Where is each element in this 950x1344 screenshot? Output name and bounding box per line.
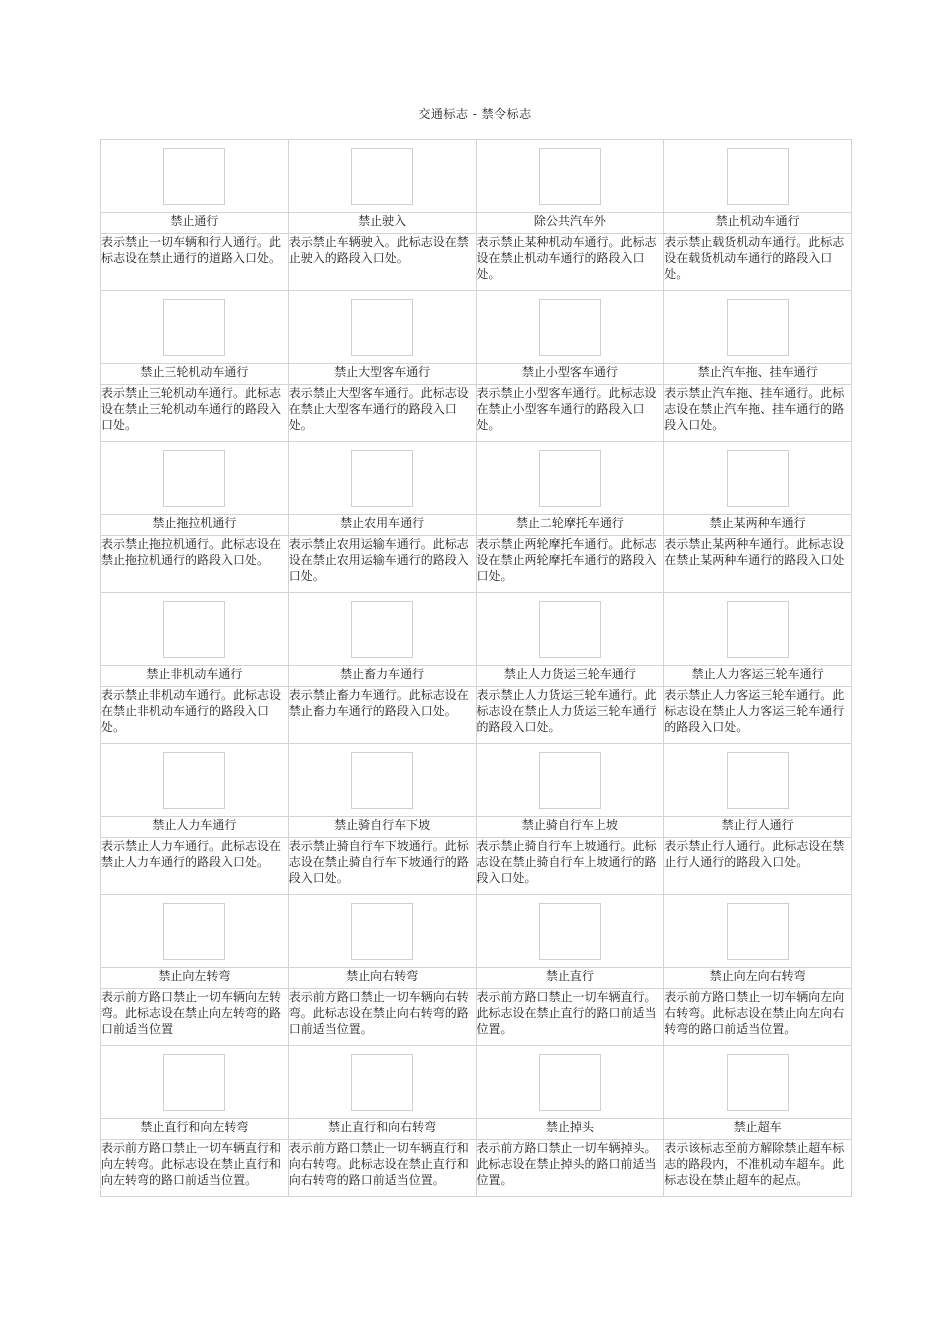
sign-image-cell bbox=[288, 140, 476, 213]
sign-description: 表示该标志至前方解除禁止超车标志的路段内，不准机动车超车。此标志设在禁止超车的起点。 bbox=[664, 1140, 852, 1197]
sign-image-placeholder bbox=[351, 752, 413, 809]
sign-description: 表示前方路口禁止一切车辆直行和向右转弯。此标志设在禁止直行和向右转弯的路口前适当位置。 bbox=[288, 1140, 476, 1197]
sign-image-cell bbox=[476, 1046, 664, 1119]
sign-image-cell bbox=[288, 744, 476, 817]
table-row bbox=[101, 1046, 852, 1119]
sign-description: 表示禁止车辆驶入。此标志设在禁止驶入的路段入口处。 bbox=[288, 234, 476, 291]
sign-image-placeholder bbox=[163, 1054, 225, 1111]
sign-image-placeholder bbox=[727, 1054, 789, 1111]
table-row bbox=[101, 838, 852, 895]
sign-image-placeholder bbox=[727, 450, 789, 507]
sign-description: 表示前方路口禁止一切车辆直行和向左转弯。此标志设在禁止直行和向左转弯的路口前适当位置。 bbox=[101, 1140, 289, 1197]
sign-image-cell bbox=[476, 593, 664, 666]
sign-image-cell bbox=[664, 895, 852, 968]
sign-image-placeholder bbox=[539, 450, 601, 507]
sign-name: 禁止大型客车通行 bbox=[288, 364, 476, 385]
sign-image-placeholder bbox=[727, 148, 789, 205]
table-row bbox=[101, 968, 852, 989]
sign-image-placeholder bbox=[163, 450, 225, 507]
sign-description: 表示禁止两轮摩托车通行。此标志设在禁止两轮摩托车通行的路段入口处。 bbox=[476, 536, 664, 593]
sign-image-placeholder bbox=[539, 1054, 601, 1111]
sign-description: 表示前方路口禁止一切车辆向左向右转弯。此标志设在禁止向左向右转弯的路口前适当位置。 bbox=[664, 989, 852, 1046]
sign-name: 禁止汽车拖、挂车通行 bbox=[664, 364, 852, 385]
sign-image-placeholder bbox=[163, 601, 225, 658]
sign-description: 表示禁止载货机动车通行。此标志设在载货机动车通行的路段入口处。 bbox=[664, 234, 852, 291]
sign-image-placeholder bbox=[351, 299, 413, 356]
sign-image-placeholder bbox=[727, 903, 789, 960]
sign-image-placeholder bbox=[727, 601, 789, 658]
sign-name: 禁止向左向右转弯 bbox=[664, 968, 852, 989]
sign-image-placeholder bbox=[163, 903, 225, 960]
sign-name: 禁止向右转弯 bbox=[288, 968, 476, 989]
sign-description: 表示禁止三轮机动车通行。此标志设在禁止三轮机动车通行的路段入口处。 bbox=[101, 385, 289, 442]
sign-image-cell bbox=[288, 291, 476, 364]
sign-image-cell bbox=[288, 593, 476, 666]
sign-name: 禁止某两种车通行 bbox=[664, 515, 852, 536]
table-row bbox=[101, 442, 852, 515]
sign-table bbox=[100, 139, 852, 1197]
sign-image-cell bbox=[288, 442, 476, 515]
sign-image-cell bbox=[476, 291, 664, 364]
sign-name: 禁止掉头 bbox=[476, 1119, 664, 1140]
sign-image-placeholder bbox=[351, 601, 413, 658]
sign-image-cell bbox=[664, 442, 852, 515]
sign-image-cell bbox=[664, 593, 852, 666]
sign-name: 禁止向左转弯 bbox=[101, 968, 289, 989]
sign-image-cell bbox=[664, 140, 852, 213]
sign-name: 禁止超车 bbox=[664, 1119, 852, 1140]
sign-name: 禁止骑自行车下坡 bbox=[288, 817, 476, 838]
sign-image-cell bbox=[476, 744, 664, 817]
sign-image-cell bbox=[476, 895, 664, 968]
table-row bbox=[101, 989, 852, 1046]
sign-description: 表示禁止骑自行车下坡通行。此标志设在禁止骑自行车下坡通行的路段入口处。 bbox=[288, 838, 476, 895]
sign-image-cell bbox=[101, 442, 289, 515]
sign-name: 禁止骑自行车上坡 bbox=[476, 817, 664, 838]
sign-image-placeholder bbox=[163, 752, 225, 809]
sign-description: 表示禁止人力车通行。此标志设在禁止人力车通行的路段入口处。 bbox=[101, 838, 289, 895]
sign-name: 除公共汽车外 bbox=[476, 213, 664, 234]
sign-image-placeholder bbox=[727, 299, 789, 356]
sign-description: 表示禁止畜力车通行。此标志设在禁止畜力车通行的路段入口处。 bbox=[288, 687, 476, 744]
sign-image-cell bbox=[288, 1046, 476, 1119]
sign-description: 表示前方路口禁止一切车辆向右转弯。此标志设在禁止向右转弯的路口前适当位置。 bbox=[288, 989, 476, 1046]
table-row bbox=[101, 213, 852, 234]
sign-image-cell bbox=[101, 593, 289, 666]
sign-image-placeholder bbox=[163, 299, 225, 356]
sign-image-placeholder bbox=[351, 148, 413, 205]
table-row bbox=[101, 593, 852, 666]
sign-image-cell bbox=[664, 291, 852, 364]
sign-name: 禁止机动车通行 bbox=[664, 213, 852, 234]
sign-name: 禁止行人通行 bbox=[664, 817, 852, 838]
sign-name: 禁止非机动车通行 bbox=[101, 666, 289, 687]
sign-description: 表示禁止某两种车通行。此标志设在禁止某两种车通行的路段入口处 bbox=[664, 536, 852, 593]
sign-description: 表示禁止人力货运三轮车通行。此标志设在禁止人力货运三轮车通行的路段入口处。 bbox=[476, 687, 664, 744]
table-row bbox=[101, 687, 852, 744]
sign-name: 禁止直行 bbox=[476, 968, 664, 989]
sign-image-cell bbox=[101, 895, 289, 968]
sign-name: 禁止人力货运三轮车通行 bbox=[476, 666, 664, 687]
sign-image-placeholder bbox=[539, 148, 601, 205]
sign-description: 表示禁止一切车辆和行人通行。此标志设在禁止通行的道路入口处。 bbox=[101, 234, 289, 291]
sign-image-cell bbox=[664, 744, 852, 817]
sign-description: 表示禁止骑自行车上坡通行。此标志设在禁止骑自行车上坡通行的路段入口处。 bbox=[476, 838, 664, 895]
table-row bbox=[101, 895, 852, 968]
sign-image-placeholder bbox=[539, 601, 601, 658]
sign-image-cell bbox=[288, 895, 476, 968]
sign-image-cell bbox=[101, 744, 289, 817]
sign-description: 表示前方路口禁止一切车辆直行。此标志设在禁止直行的路口前适当位置。 bbox=[476, 989, 664, 1046]
sign-description: 表示禁止人力客运三轮车通行。此标志设在禁止人力客运三轮车通行的路段入口处。 bbox=[664, 687, 852, 744]
sign-image-cell bbox=[101, 140, 289, 213]
sign-name: 禁止直行和向右转弯 bbox=[288, 1119, 476, 1140]
sign-image-placeholder bbox=[727, 752, 789, 809]
table-row bbox=[101, 744, 852, 817]
table-row bbox=[101, 234, 852, 291]
sign-image-cell bbox=[476, 442, 664, 515]
table-row bbox=[101, 385, 852, 442]
sign-name: 禁止拖拉机通行 bbox=[101, 515, 289, 536]
sign-image-placeholder bbox=[351, 1054, 413, 1111]
table-row bbox=[101, 666, 852, 687]
sign-description: 表示禁止非机动车通行。此标志设在禁止非机动车通行的路段入口处。 bbox=[101, 687, 289, 744]
sign-name: 禁止人力客运三轮车通行 bbox=[664, 666, 852, 687]
sign-name: 禁止二轮摩托车通行 bbox=[476, 515, 664, 536]
sign-description: 表示禁止某种机动车通行。此标志设在禁止机动车通行的路段入口处。 bbox=[476, 234, 664, 291]
sign-name: 禁止畜力车通行 bbox=[288, 666, 476, 687]
sign-description: 表示禁止行人通行。此标志设在禁止行人通行的路段入口处。 bbox=[664, 838, 852, 895]
sign-image-cell bbox=[101, 291, 289, 364]
sign-image-cell bbox=[476, 140, 664, 213]
sign-image-placeholder bbox=[163, 148, 225, 205]
table-row bbox=[101, 515, 852, 536]
sign-image-cell bbox=[101, 1046, 289, 1119]
sign-description: 表示禁止小型客车通行。此标志设在禁止小型客车通行的路段入口处。 bbox=[476, 385, 664, 442]
sign-description: 表示禁止大型客车通行。此标志设在禁止大型客车通行的路段入口处。 bbox=[288, 385, 476, 442]
table-row bbox=[101, 536, 852, 593]
sign-image-placeholder bbox=[351, 903, 413, 960]
sign-description: 表示禁止农用运输车通行。此标志设在禁止农用运输车通行的路段入口处。 bbox=[288, 536, 476, 593]
table-row bbox=[101, 1140, 852, 1197]
sign-name: 禁止三轮机动车通行 bbox=[101, 364, 289, 385]
table-row bbox=[101, 140, 852, 213]
sign-name: 禁止农用车通行 bbox=[288, 515, 476, 536]
table-row bbox=[101, 817, 852, 838]
sign-image-placeholder bbox=[539, 903, 601, 960]
sign-description: 表示前方路口禁止一切车辆向左转弯。此标志设在禁止向左转弯的路口前适当位置 bbox=[101, 989, 289, 1046]
sign-name: 禁止通行 bbox=[101, 213, 289, 234]
table-row bbox=[101, 1119, 852, 1140]
page-title: 交通标志 - 禁令标志 bbox=[418, 107, 532, 121]
sign-name: 禁止小型客车通行 bbox=[476, 364, 664, 385]
sign-description: 表示禁止汽车拖、挂车通行。此标志设在禁止汽车拖、挂车通行的路段入口处。 bbox=[664, 385, 852, 442]
table-row bbox=[101, 291, 852, 364]
sign-image-cell bbox=[664, 1046, 852, 1119]
sign-name: 禁止驶入 bbox=[288, 213, 476, 234]
sign-description: 表示前方路口禁止一切车辆掉头。此标志设在禁止掉头的路口前适当位置。 bbox=[476, 1140, 664, 1197]
sign-image-placeholder bbox=[539, 752, 601, 809]
sign-description: 表示禁止拖拉机通行。此标志设在禁止拖拉机通行的路段入口处。 bbox=[101, 536, 289, 593]
table-row bbox=[101, 364, 852, 385]
sign-image-placeholder bbox=[351, 450, 413, 507]
sign-name: 禁止人力车通行 bbox=[101, 817, 289, 838]
sign-image-placeholder bbox=[539, 299, 601, 356]
sign-name: 禁止直行和向左转弯 bbox=[101, 1119, 289, 1140]
